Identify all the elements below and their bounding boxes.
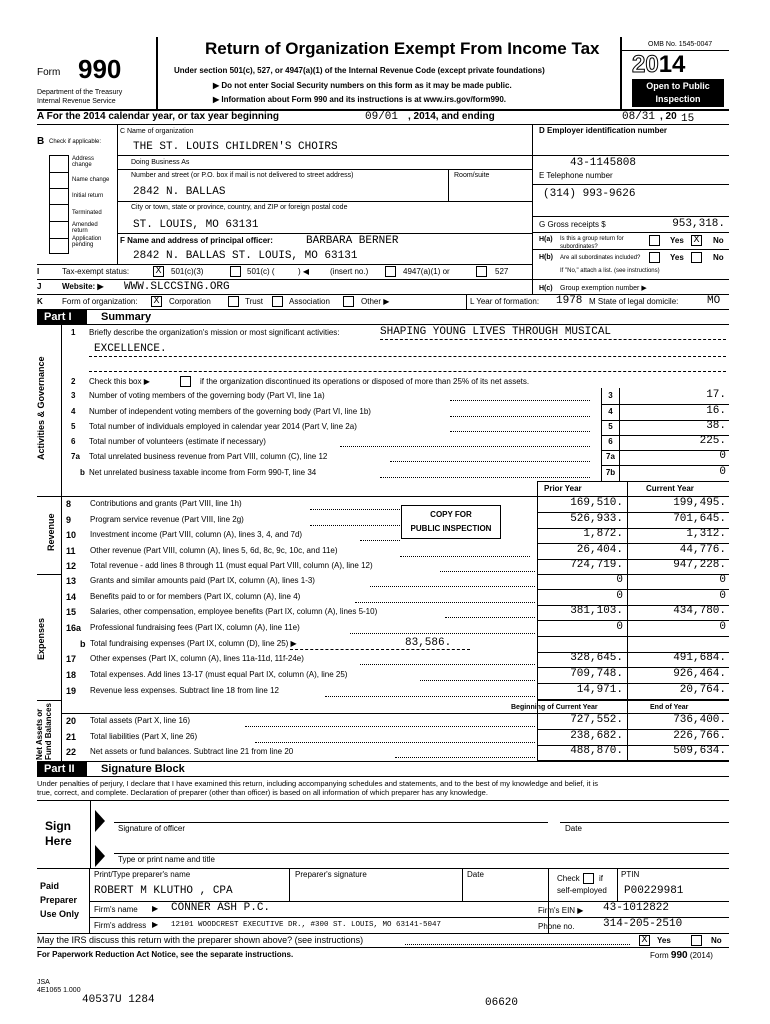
gov-line-value: 16. bbox=[706, 405, 726, 417]
part-ii-tag: Part II bbox=[37, 762, 87, 776]
money-line-num: 18 bbox=[66, 670, 77, 680]
tax-year: 2014 bbox=[632, 51, 686, 78]
money-line-text: Investment income (Part VIII, column (A), lines 3, 4, and 7d) bbox=[90, 530, 303, 539]
officer-address: 2842 N. BALLAS ST. LOUIS, MO 63131 bbox=[133, 250, 358, 262]
discuss-yes-label: Yes bbox=[657, 936, 671, 945]
money-line-num: 16a bbox=[66, 623, 82, 633]
paid-preparer-1: Paid bbox=[40, 881, 60, 891]
gov-line-num: 7a bbox=[71, 452, 80, 461]
form-number: 990 bbox=[78, 54, 122, 84]
bottom-mid-code: 06620 bbox=[485, 997, 519, 1009]
money-current-value: 0 bbox=[719, 621, 726, 633]
gov-line-value: 0 bbox=[719, 450, 726, 462]
gov-line-num: 4 bbox=[71, 407, 76, 416]
other-checkbox[interactable] bbox=[343, 296, 354, 307]
tax-year-end-year: 15 bbox=[681, 113, 695, 125]
ha-yes-checkbox[interactable] bbox=[649, 235, 660, 246]
money-current-value: 701,645. bbox=[673, 513, 726, 525]
line-a-comma: , 20 bbox=[660, 111, 677, 122]
eoy-header: End of Year bbox=[650, 704, 689, 711]
hb-label: H(b) bbox=[539, 254, 553, 261]
omb-number: OMB No. 1545-0047 bbox=[648, 41, 713, 48]
money-prior-value: 169,510. bbox=[570, 497, 623, 509]
money-line-num: 20 bbox=[66, 716, 77, 726]
money-line-text: Other revenue (Part VIII, column (A), lines 5, 6d, 8c, 9c, 10c, and 11e) bbox=[90, 546, 338, 555]
money-prior-value: 238,682. bbox=[570, 730, 623, 742]
insert-no-label: (insert no.) bbox=[330, 267, 369, 276]
e-label: E Telephone number bbox=[539, 171, 613, 180]
section-b-label: B bbox=[37, 136, 45, 147]
form-title: Return of Organization Exempt From Income Tax bbox=[205, 39, 600, 58]
gov-line-text: Total unrelated business revenue from Part VIII, column (C), line 12 bbox=[89, 452, 328, 461]
hc-text: Group exemption number ▶ bbox=[560, 285, 647, 292]
gov-line-value: 0 bbox=[719, 466, 726, 478]
amended-return-label: Amended return bbox=[72, 222, 98, 234]
501c-label: 501(c) ( bbox=[247, 267, 275, 276]
prior-year-header: Prior Year bbox=[544, 484, 582, 493]
line-2-num: 2 bbox=[71, 377, 76, 386]
organization-name: THE ST. LOUIS CHILDREN'S CHOIRS bbox=[133, 141, 338, 153]
dept-line-1: Department of the Treasury bbox=[37, 89, 123, 96]
paperwork-notice: For Paperwork Reduction Act Notice, see the separate instructions. bbox=[37, 950, 294, 959]
trust-checkbox[interactable] bbox=[228, 296, 239, 307]
money-current-value: 226,766. bbox=[673, 730, 726, 742]
money-prior-value: 0 bbox=[616, 621, 623, 633]
money-line-num: 10 bbox=[66, 530, 77, 540]
line-1-num: 1 bbox=[71, 328, 76, 337]
self-employed-label: self-employed bbox=[557, 886, 607, 895]
mission-line-1: SHAPING YOUNG LIVES THROUGH MUSICAL bbox=[380, 326, 612, 338]
jsa-code: 4E1065 1.000 bbox=[37, 987, 81, 994]
line-1-text: Briefly describe the organization's mission or most significant activities: bbox=[89, 328, 340, 337]
gov-line-num: 6 bbox=[71, 437, 76, 446]
money-line-text: Net assets or fund balances. Subtract line 21 from line 20 bbox=[90, 747, 294, 756]
tax-year-begin: 09/01 bbox=[365, 111, 399, 123]
money-prior-value: 709,748. bbox=[570, 668, 623, 680]
money-prior-value: 381,103. bbox=[570, 605, 623, 617]
paid-preparer-2: Preparer bbox=[40, 895, 78, 905]
money-line-num: 21 bbox=[66, 732, 77, 742]
hc-label: H(c) bbox=[539, 285, 553, 292]
money-prior-value: 26,404. bbox=[576, 544, 623, 556]
preparer-date-label: Date bbox=[467, 870, 484, 879]
c-label: C Name of organization bbox=[120, 128, 194, 135]
preparer-signature-label: Preparer's signature bbox=[295, 870, 367, 879]
mission-line-2: EXCELLENCE. bbox=[94, 343, 167, 355]
address-change-label: Address change bbox=[72, 156, 95, 168]
ha-text-1: Is this a group return for bbox=[560, 236, 624, 242]
line-a-mid: , 2014, and ending bbox=[408, 111, 495, 122]
preparer-phone: 314-205-2510 bbox=[603, 918, 683, 930]
money-line-num: b bbox=[80, 639, 86, 649]
application-pending-label: Application pending bbox=[72, 236, 102, 248]
hb-no-label: No bbox=[713, 253, 724, 262]
501c-arrow: ) ◀ bbox=[298, 267, 310, 276]
gov-line-num: 3 bbox=[71, 391, 76, 400]
501c-checkbox[interactable] bbox=[230, 266, 241, 277]
firm-name: CONNER ASH P.C. bbox=[171, 902, 271, 914]
gov-line-text: Number of voting members of the governing body (Part VI, line 1a) bbox=[89, 391, 325, 400]
form-of-org-label: Form of organization: bbox=[62, 297, 138, 306]
side-net-assets-1: Net Assets or bbox=[35, 708, 44, 760]
preparer-name: ROBERT M KLUTHO , CPA bbox=[94, 885, 233, 897]
open-to-public-badge: Open to Public Inspection bbox=[632, 79, 724, 107]
city-label: City or town, state or province, country, and ZIP or foreign postal code bbox=[131, 204, 348, 211]
line-a-label: A For the 2014 calendar year, or tax year beginning bbox=[37, 111, 279, 122]
preparer-name-label: Print/Type preparer's name bbox=[94, 870, 191, 879]
money-line-num: 14 bbox=[66, 592, 77, 602]
discuss-no-label: No bbox=[711, 936, 722, 945]
money-current-value: 947,228. bbox=[673, 559, 726, 571]
money-prior-value: 14,971. bbox=[576, 684, 623, 696]
state-domicile-label: M State of legal domicile: bbox=[589, 297, 679, 306]
line-2-text-1: Check this box ▶ bbox=[89, 377, 150, 386]
name-change-label: Name change bbox=[72, 177, 110, 183]
g-label: G Gross receipts $ bbox=[539, 220, 606, 229]
gross-receipts: 953,318. bbox=[672, 218, 725, 230]
firm-address-arrow: ▶ bbox=[152, 920, 159, 929]
check-if-applicable: Check if applicable: bbox=[49, 139, 102, 145]
money-line-text: Other expenses (Part IX, column (A), lines 11a-11d, 11f-24e) bbox=[90, 654, 304, 663]
tax-year-end: 08/31 bbox=[622, 111, 656, 123]
street-address: 2842 N. BALLAS bbox=[133, 186, 226, 198]
ein: 43-1145808 bbox=[570, 157, 637, 169]
ha-no-checkbox[interactable]: X bbox=[691, 235, 702, 246]
firm-name-label: Firm's name bbox=[94, 905, 138, 914]
money-line-text: Revenue less expenses. Subtract line 18 from line 12 bbox=[90, 686, 279, 695]
gov-line-value: 225. bbox=[699, 435, 726, 447]
corporation-label: Corporation bbox=[169, 297, 211, 306]
ha-label: H(a) bbox=[539, 236, 553, 243]
ptin-label: PTIN bbox=[621, 870, 640, 879]
initial-return-label: Initial return bbox=[72, 193, 104, 199]
gov-line-num: 5 bbox=[71, 422, 76, 431]
money-current-value: 926,464. bbox=[673, 668, 726, 680]
instruction-website: ▶ Information about Form 990 and its instructions is at www.irs.gov/form990. bbox=[213, 95, 507, 104]
form-subtitle: Under section 501(c), 527, or 4947(a)(1) of the Internal Revenue Code (except private foundations) bbox=[174, 66, 545, 75]
hb-yes-checkbox[interactable] bbox=[649, 252, 660, 263]
instruction-ssn: ▶ Do not enter Social Security numbers on this form as it may be made public. bbox=[213, 81, 512, 90]
sign-label-2: Here bbox=[45, 834, 72, 848]
money-line-text: Total liabilities (Part X, line 26) bbox=[90, 732, 198, 741]
money-current-value: 1,312. bbox=[686, 528, 726, 540]
application-pending-checkbox[interactable] bbox=[49, 238, 69, 254]
527-checkbox[interactable] bbox=[476, 266, 487, 277]
money-line-num: 8 bbox=[66, 499, 72, 509]
hb-no-checkbox[interactable] bbox=[691, 252, 702, 263]
street-label: Number and street (or P.O. box if mail is not delivered to street address) bbox=[131, 172, 354, 179]
money-prior-value: 727,552. bbox=[570, 714, 623, 726]
ha-no-label: No bbox=[713, 236, 724, 245]
money-current-value: 0 bbox=[719, 574, 726, 586]
signature-of-officer-label: Signature of officer bbox=[118, 824, 186, 833]
hb-note: If "No," attach a list. (see instructions) bbox=[560, 268, 660, 274]
f-label: F Name and address of principal officer: bbox=[120, 236, 273, 245]
gov-line-text: Number of independent voting members of the governing body (Part VI, line 1b) bbox=[89, 407, 371, 416]
terminated-label: Terminated bbox=[72, 210, 102, 216]
d-label: D Employer identification number bbox=[539, 126, 668, 135]
money-line-text: Professional fundraising fees (Part IX, column (A), line 11e) bbox=[90, 623, 300, 632]
dba-label: Doing Business As bbox=[131, 159, 190, 166]
officer-date-label: Date bbox=[565, 824, 582, 833]
money-line-text: Total fundraising expenses (Part IX, column (D), line 25) ▶ bbox=[90, 639, 297, 648]
dept-line-2: Internal Revenue Service bbox=[37, 98, 116, 105]
money-line-text: Contributions and grants (Part VIII, line 1h) bbox=[90, 499, 242, 508]
money-prior-value: 0 bbox=[616, 590, 623, 602]
money-line-num: 17 bbox=[66, 654, 77, 664]
gov-line-num: b bbox=[80, 468, 85, 477]
telephone: (314) 993-9626 bbox=[543, 188, 636, 200]
money-current-value: 199,495. bbox=[673, 497, 726, 509]
money-prior-value: 1,872. bbox=[583, 528, 623, 540]
gov-line-box: 6 bbox=[608, 437, 613, 446]
association-checkbox[interactable] bbox=[272, 296, 283, 307]
perjury-text-2: true, correct, and complete. Declaration of preparer (other than officer) is based on all information of which preparer has any knowledge. bbox=[37, 788, 488, 797]
money-prior-value: 488,870. bbox=[570, 745, 623, 757]
money-current-value: 434,780. bbox=[673, 605, 726, 617]
gov-line-box: 3 bbox=[608, 391, 613, 400]
phone-no-label: Phone no. bbox=[538, 922, 575, 931]
room-suite-label: Room/suite bbox=[454, 172, 490, 179]
hb-yes-label: Yes bbox=[670, 253, 684, 262]
website-url[interactable]: WWW.SLCCSING.ORG bbox=[124, 281, 230, 293]
gov-line-box: 7a bbox=[606, 452, 615, 461]
line-2-text-2: if the organization discontinued its operations or disposed of more than 25% of its net assets. bbox=[200, 377, 530, 386]
money-line-num: 15 bbox=[66, 607, 77, 617]
if-label: if bbox=[599, 874, 603, 883]
form-footer-ref: Form 990 (2014) bbox=[650, 950, 713, 961]
hb-text: Are all subordinates included? bbox=[560, 255, 641, 261]
firm-ein-label: Firm's EIN ▶ bbox=[538, 906, 584, 915]
bottom-left-code: 40537U 1284 bbox=[82, 994, 155, 1006]
money-line-num: 19 bbox=[66, 686, 77, 696]
money-current-value: 0 bbox=[719, 590, 726, 602]
website-label: Website: ▶ bbox=[62, 282, 104, 291]
money-line-text: Total assets (Part X, line 16) bbox=[90, 716, 191, 725]
firm-address: 12101 WOODCREST EXECUTIVE DR., #300 ST. LOUIS, MO 63141-5047 bbox=[171, 921, 442, 929]
gov-line-text: Total number of volunteers (estimate if necessary) bbox=[89, 437, 266, 446]
tax-exempt-status-label: Tax-exempt status: bbox=[62, 267, 130, 276]
side-revenue: Revenue bbox=[46, 513, 56, 551]
boy-header: Beginning of Current Year bbox=[511, 704, 598, 711]
part-ii-title: Signature Block bbox=[101, 763, 185, 775]
money-line-num: 9 bbox=[66, 515, 72, 525]
4947-label: 4947(a)(1) or bbox=[403, 267, 450, 276]
form-word: Form bbox=[37, 67, 61, 78]
money-line-num: 22 bbox=[66, 747, 77, 757]
association-label: Association bbox=[289, 297, 330, 306]
money-current-value: 509,634. bbox=[673, 745, 726, 757]
money-prior-value: 328,645. bbox=[570, 652, 623, 664]
city-state-zip: ST. LOUIS, MO 63131 bbox=[133, 219, 259, 231]
line-j-label: J bbox=[37, 282, 42, 291]
gov-line-text: Net unrelated business taxable income from Form 990-T, line 34 bbox=[89, 468, 317, 477]
sign-here-arrow-icon bbox=[95, 810, 105, 832]
other-label: Other ▶ bbox=[361, 297, 390, 306]
current-year-header: Current Year bbox=[646, 484, 694, 493]
fundraising-expenses-inline: 83,586. bbox=[405, 637, 452, 649]
money-line-text: Salaries, other compensation, employee benefits (Part IX, column (A), lines 5-10) bbox=[90, 607, 378, 616]
ha-text-2: subordinates? bbox=[560, 244, 598, 250]
firm-ein: 43-1012822 bbox=[603, 902, 670, 914]
money-current-value: 44,776. bbox=[679, 544, 726, 556]
address-change-checkbox[interactable] bbox=[49, 155, 69, 173]
discuss-no-checkbox[interactable] bbox=[691, 935, 702, 946]
ha-yes-label: Yes bbox=[670, 236, 684, 245]
discontinued-checkbox[interactable] bbox=[180, 376, 191, 387]
gov-line-text: Total number of individuals employed in calendar year 2014 (Part V, line 2a) bbox=[89, 422, 357, 431]
check-label: Check bbox=[557, 874, 580, 883]
part-i-title: Summary bbox=[101, 311, 152, 323]
sign-label-1: Sign bbox=[45, 819, 71, 833]
discuss-yes-checkbox[interactable]: X bbox=[639, 935, 650, 946]
jsa-label: JSA bbox=[37, 979, 50, 986]
money-prior-value: 0 bbox=[616, 574, 623, 586]
money-line-text: Program service revenue (Part VIII, line 2g) bbox=[90, 515, 244, 524]
trust-label: Trust bbox=[245, 297, 263, 306]
gov-line-value: 38. bbox=[706, 420, 726, 432]
self-employed-checkbox[interactable] bbox=[583, 873, 594, 884]
money-line-num: 12 bbox=[66, 561, 77, 571]
name-title-arrow-icon bbox=[95, 845, 105, 867]
money-line-num: 13 bbox=[66, 576, 77, 586]
501c3-checkbox[interactable]: X bbox=[153, 266, 164, 277]
gov-line-box: 7b bbox=[605, 468, 616, 477]
money-line-text: Total expenses. Add lines 13-17 (must equal Part IX, column (A), line 25) bbox=[90, 670, 348, 679]
money-current-value: 736,400. bbox=[673, 714, 726, 726]
line-k-label: K bbox=[37, 297, 43, 306]
side-activities-governance: Activities & Governance bbox=[36, 356, 46, 460]
money-line-text: Total revenue - add lines 8 through 11 (must equal Part VIII, column (A), line 12) bbox=[90, 561, 373, 570]
money-current-value: 491,684. bbox=[673, 652, 726, 664]
money-line-text: Benefits paid to or for members (Part IX, column (A), line 4) bbox=[90, 592, 301, 601]
gov-line-box: 4 bbox=[608, 407, 613, 416]
discuss-question: May the IRS discuss this return with the preparer shown above? (see instructions) bbox=[37, 935, 364, 945]
side-net-assets-2: Fund Balances bbox=[44, 703, 53, 760]
perjury-text-1: Under penalties of perjury, I declare that I have examined this return, including accompanying schedules and statements, and to the best of my knowledge and belief, it is bbox=[37, 779, 599, 788]
501c3-label: 501(c)(3) bbox=[171, 267, 204, 276]
paid-preparer-3: Use Only bbox=[40, 909, 80, 919]
ptin: P00229981 bbox=[624, 885, 684, 897]
principal-officer: BARBARA BERNER bbox=[306, 235, 399, 247]
gov-line-value: 17. bbox=[706, 389, 726, 401]
side-expenses: Expenses bbox=[36, 617, 46, 660]
amended-return-checkbox[interactable] bbox=[49, 221, 69, 239]
firm-address-label: Firm's address bbox=[94, 921, 147, 930]
money-prior-value: 526,933. bbox=[570, 513, 623, 525]
money-line-text: Grants and similar amounts paid (Part IX, column (A), lines 1-3) bbox=[90, 576, 315, 585]
year-formation-label: L Year of formation: bbox=[470, 297, 540, 306]
type-name-title-label: Type or print name and title bbox=[118, 855, 215, 864]
gov-line-box: 5 bbox=[608, 422, 613, 431]
money-current-value: 20,764. bbox=[679, 684, 726, 696]
part-i-tag: Part I bbox=[37, 310, 87, 324]
state-of-domicile: MO bbox=[707, 295, 721, 307]
line-i-label: I bbox=[37, 267, 40, 276]
corporation-checkbox[interactable]: X bbox=[151, 296, 162, 307]
4947-checkbox[interactable] bbox=[385, 266, 396, 277]
firm-name-arrow: ▶ bbox=[152, 904, 159, 913]
money-prior-value: 724,719. bbox=[570, 559, 623, 571]
527-label: 527 bbox=[495, 267, 509, 276]
year-of-formation: 1978 bbox=[556, 295, 583, 307]
terminated-checkbox[interactable] bbox=[49, 204, 69, 222]
money-line-num: 11 bbox=[66, 546, 76, 556]
public-inspection-stamp: COPY FOR PUBLIC INSPECTION bbox=[401, 505, 501, 539]
